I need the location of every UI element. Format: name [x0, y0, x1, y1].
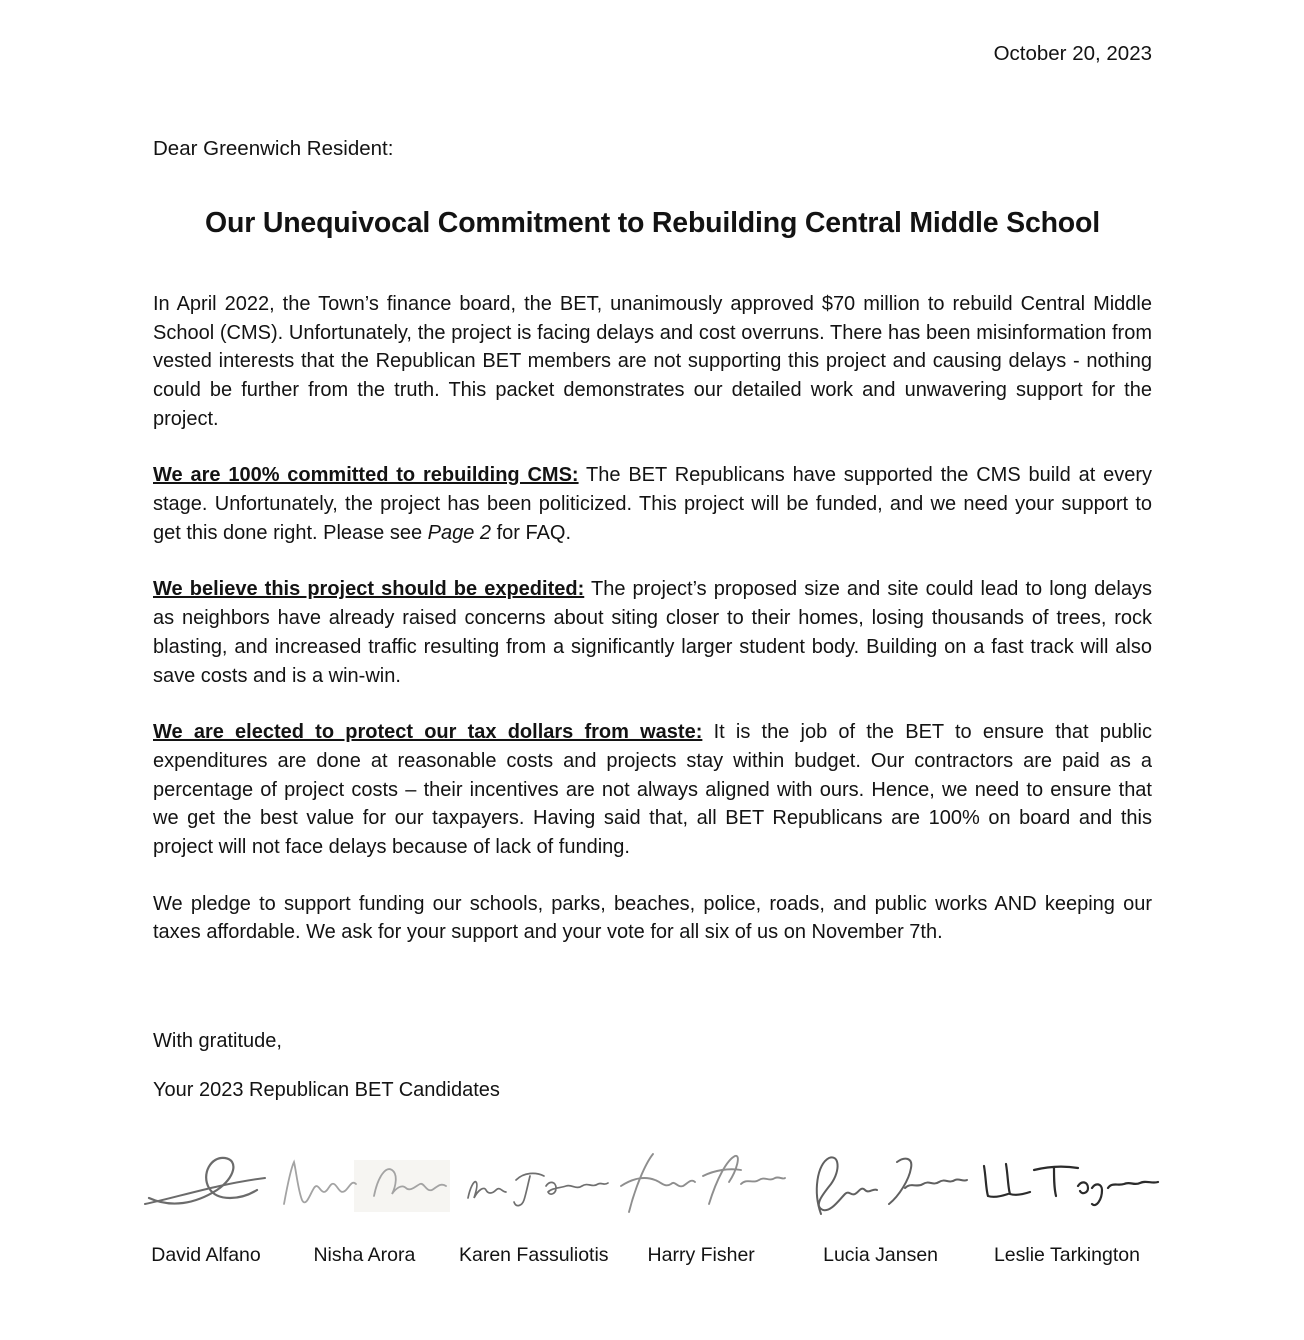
signature-nisha-arora — [276, 1142, 452, 1230]
waste-lead: We are elected to protect our tax dollars from waste: — [153, 721, 703, 744]
paragraph-pledge — [153, 890, 1152, 947]
signer-leslie-tarkington — [974, 1142, 1160, 1267]
signer-name: David Alfano — [151, 1244, 261, 1267]
page-2-reference: Page 2 — [427, 521, 492, 544]
paragraph-intro — [153, 290, 1152, 433]
pledge-text: We pledge to support funding our schools, parks, beaches, police, roads, and public works AND keeping our taxes affordable. We ask for your support and your vote for all six of us on November 7th. — [153, 892, 1152, 944]
committed-lead: We are 100% committed to rebuilding CMS: — [153, 464, 579, 487]
signature-lucia-jansen — [793, 1142, 969, 1230]
signature-david-alfano — [141, 1142, 271, 1230]
signer-karen-fassuliotis — [458, 1142, 610, 1267]
committed-body-after: for FAQ. — [491, 521, 572, 544]
committed-body-before: The BET Republicans have supported the CMS build at every stage. Unfortunately, the project has been politicized. This project will be funded, and we need your support to get this done right. Please see — [153, 464, 1152, 544]
signer-harry-fisher — [615, 1142, 787, 1267]
signature-row — [141, 1142, 1160, 1267]
closing-line: With gratitude, — [153, 1030, 282, 1053]
expedited-lead: We believe this project should be expedited: — [153, 578, 585, 601]
letter-date: October 20, 2023 — [993, 42, 1152, 65]
signoff-line: Your 2023 Republican BET Candidates — [153, 1079, 500, 1102]
signature-leslie-tarkington — [974, 1142, 1160, 1230]
signer-name: Harry Fisher — [647, 1244, 755, 1267]
signer-name: Nisha Arora — [313, 1244, 416, 1267]
signer-lucia-jansen — [793, 1142, 969, 1267]
waste-body: It is the job of the BET to ensure that public expenditures are done at reasonable costs and projects stay within budget. Our contractors are paid as a percentage of project costs – their incentives are not always aligned with ours. Hence, we need to ensure that we get the best value for our taxpayers. Having said that, all BET Republicans are 100% on board and this project will not face delays because of lack of funding. — [153, 721, 1152, 858]
letter-title: Our Unequivocal Commitment to Rebuilding Central Middle School — [205, 207, 1100, 240]
expedited-body: The project’s proposed size and site could lead to long delays as neighbors have already raised concerns about siting closer to their homes, losing thousands of trees, rock blasting, and increased traffic resulting from a significantly larger student body. Building on a fast track will also save costs and is a win-win. — [153, 578, 1152, 687]
signer-name: Karen Fassuliotis — [458, 1244, 609, 1267]
signer-name: Lucia Jansen — [823, 1244, 939, 1267]
paragraph-expedited — [153, 575, 1152, 690]
signature-harry-fisher — [615, 1142, 787, 1230]
signer-david-alfano — [141, 1142, 271, 1267]
salutation: Dear Greenwich Resident: — [153, 136, 394, 160]
paragraph-committed — [153, 461, 1152, 547]
paragraph-waste — [153, 718, 1152, 861]
signer-nisha-arora — [276, 1142, 452, 1267]
intro-text: In April 2022, the Town’s finance board, the BET, unanimously approved $70 million to rebuild Central Middle School (CMS). Unfortunately, the project is facing delays and cost overruns. There has been misinformation from vested interests that the Republican BET members are not supporting this project and causing delays - nothing could be further from the truth. This packet demonstrates our detailed work and unwavering support for the project. — [153, 292, 1152, 430]
signer-name: Leslie Tarkington — [993, 1244, 1140, 1267]
signature-karen-fassuliotis — [458, 1142, 610, 1230]
